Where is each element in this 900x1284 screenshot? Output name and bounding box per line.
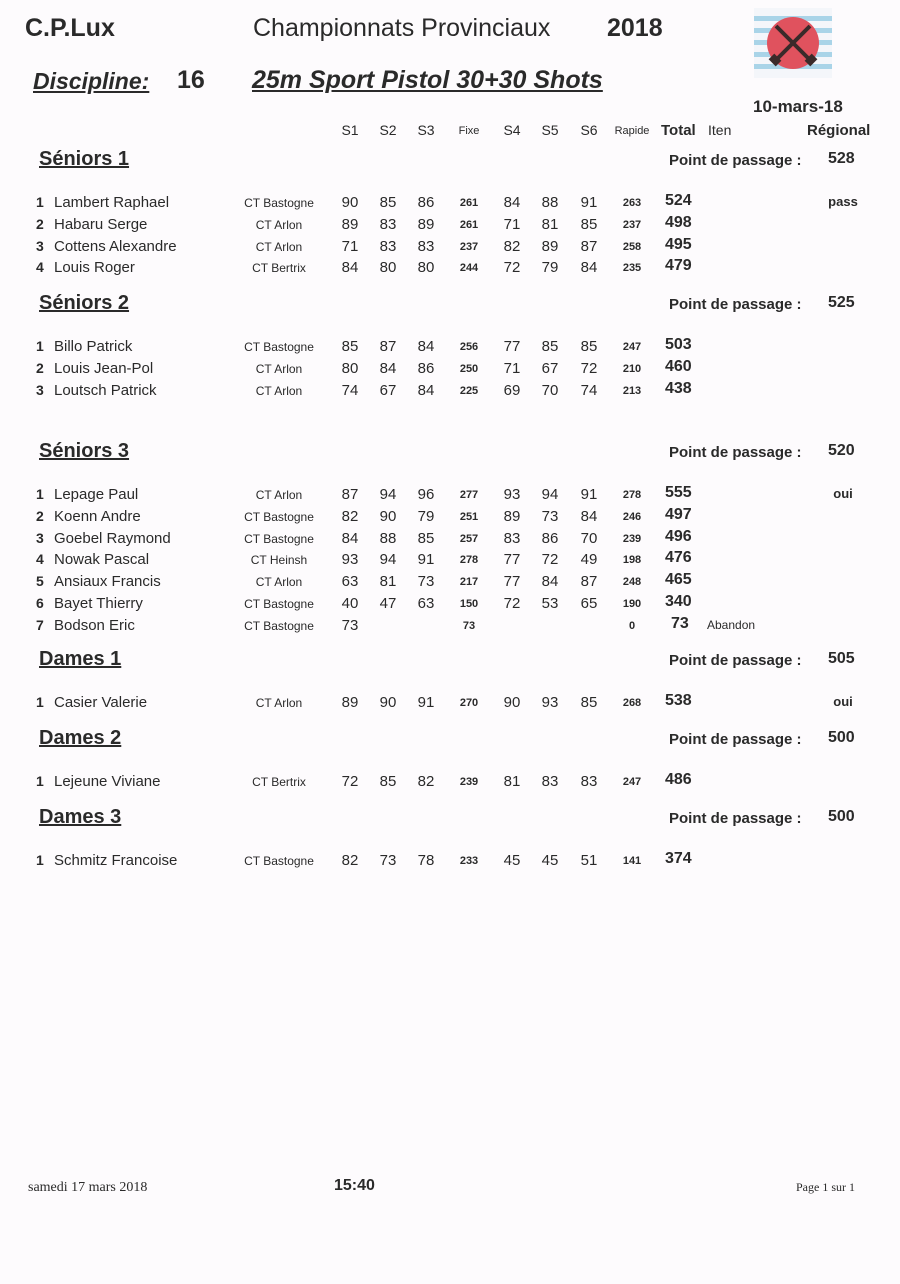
score-s2: 73 xyxy=(379,852,397,869)
total-score: 340 xyxy=(665,593,692,610)
category-title: Séniors 1 xyxy=(39,148,130,170)
score-s5: 53 xyxy=(541,595,559,612)
shooter-name: Bayet Thierry xyxy=(54,595,143,612)
col-s3: S3 xyxy=(417,122,435,138)
pass-mark-value: 528 xyxy=(828,150,855,167)
score-s4: 71 xyxy=(503,359,521,377)
rank-number: 2 xyxy=(36,507,44,524)
shooter-name: Louis Jean-Pol xyxy=(54,359,154,377)
score-s1: 84 xyxy=(341,529,359,547)
score-s2: 85 xyxy=(379,773,397,790)
score-s4: 93 xyxy=(503,486,521,503)
club-name: CT Arlon xyxy=(255,383,303,398)
score-s5: 73 xyxy=(541,507,559,525)
score-fixe: 251 xyxy=(459,510,479,523)
score-s1: 89 xyxy=(341,694,359,711)
score-s6: 49 xyxy=(580,551,598,569)
rank-number: 1 xyxy=(36,852,44,868)
score-s2: 94 xyxy=(379,486,397,503)
score-s1: 93 xyxy=(341,551,359,569)
score-s1: 82 xyxy=(341,852,359,869)
score-s2: 85 xyxy=(379,194,397,211)
competition-year: 2018 xyxy=(607,14,663,42)
result-row xyxy=(0,235,900,260)
result-row xyxy=(0,551,900,573)
shooter-name: Habaru Serge xyxy=(54,215,148,233)
score-s2: 81 xyxy=(379,573,397,591)
shooter-name: Lepage Paul xyxy=(54,486,139,503)
shooter-name: Nowak Pascal xyxy=(54,551,150,569)
pass-mark-label: Point de passage : xyxy=(669,810,802,827)
score-rapide: 141 xyxy=(622,855,642,867)
score-s1: 84 xyxy=(341,259,359,277)
score-s2: 90 xyxy=(379,694,397,711)
score-fixe: 217 xyxy=(459,576,479,589)
score-s2: 83 xyxy=(379,237,397,255)
rank-number: 2 xyxy=(36,359,44,376)
result-row xyxy=(0,486,900,508)
rank-number: 1 xyxy=(36,338,44,354)
total-score: 498 xyxy=(665,213,692,231)
score-s5: 85 xyxy=(541,338,559,355)
score-s6: 51 xyxy=(580,852,598,869)
pass-mark-label: Point de passage : xyxy=(669,152,802,169)
competition-title: Championnats Provinciaux xyxy=(253,14,551,42)
score-s4: 72 xyxy=(503,595,521,612)
score-s4: 84 xyxy=(503,194,521,211)
score-s4: 90 xyxy=(503,694,521,711)
discipline-label: Discipline: xyxy=(33,68,150,94)
score-fixe: 150 xyxy=(459,598,479,610)
rank-number: 3 xyxy=(36,529,44,546)
score-s6: 85 xyxy=(580,215,598,233)
score-s3: 73 xyxy=(417,573,435,591)
club-name: CT Arlon xyxy=(255,575,303,590)
score-fixe: 239 xyxy=(459,776,479,788)
score-s3: 85 xyxy=(417,529,435,547)
score-s2: 94 xyxy=(379,551,397,569)
shooter-name: Schmitz Francoise xyxy=(54,852,178,869)
total-score: 476 xyxy=(665,549,692,567)
col-s1: S1 xyxy=(341,122,359,138)
col-s2: S2 xyxy=(379,122,397,138)
score-s5: 72 xyxy=(541,551,559,569)
score-s5: 86 xyxy=(541,529,559,547)
shooter-name: Louis Roger xyxy=(54,259,135,277)
club-name: CT Bastogne xyxy=(244,854,314,868)
col-s6: S6 xyxy=(580,122,598,138)
score-s5: 88 xyxy=(541,194,559,211)
score-s3: 79 xyxy=(417,507,435,525)
score-s3: 91 xyxy=(417,694,435,711)
score-fixe: 250 xyxy=(459,362,479,375)
score-s6: 85 xyxy=(580,694,598,711)
score-rapide: 210 xyxy=(622,362,642,375)
rank-number: 4 xyxy=(36,551,44,568)
score-s1: 80 xyxy=(341,359,359,377)
score-rapide: 258 xyxy=(622,240,642,253)
score-fixe: 244 xyxy=(459,262,479,275)
club-name: CT Arlon xyxy=(255,696,303,710)
score-fixe: 237 xyxy=(459,240,479,253)
score-s5: 93 xyxy=(541,694,559,711)
score-rapide: 213 xyxy=(622,384,642,397)
shooter-name: Casier Valerie xyxy=(54,694,148,711)
rank-number: 7 xyxy=(36,616,44,633)
score-fixe: 277 xyxy=(459,489,479,501)
pass-mark-value: 500 xyxy=(828,808,855,825)
total-score: 555 xyxy=(665,484,692,501)
result-row xyxy=(0,852,900,874)
competition-date: 10-mars-18 xyxy=(753,97,843,116)
score-fixe: 278 xyxy=(459,554,479,567)
score-s3: 83 xyxy=(417,237,435,255)
col-iten: Iten xyxy=(708,122,732,138)
score-fixe: 73 xyxy=(462,619,476,632)
col-s5: S5 xyxy=(541,122,559,138)
total-score: 479 xyxy=(665,257,692,275)
total-score: 73 xyxy=(671,614,689,632)
score-s2: 88 xyxy=(379,529,397,547)
score-s3: 84 xyxy=(417,338,435,355)
rank-number: 1 xyxy=(36,194,44,210)
shooter-name: Loutsch Patrick xyxy=(54,381,157,399)
club-name: CT Bertrix xyxy=(252,261,306,276)
organization-name: C.P.Lux xyxy=(25,14,115,42)
club-name: CT Arlon xyxy=(255,239,303,254)
score-rapide: 248 xyxy=(622,576,642,589)
score-fixe: 257 xyxy=(459,532,479,545)
result-row xyxy=(0,259,900,281)
club-name: CT Bastogne xyxy=(244,196,314,210)
score-rapide: 239 xyxy=(622,532,642,545)
score-s1: 73 xyxy=(341,616,359,634)
score-s1: 72 xyxy=(341,773,359,790)
col-s4: S4 xyxy=(503,122,521,138)
category-title: Dames 2 xyxy=(39,727,122,749)
score-s2: 83 xyxy=(379,215,397,233)
rank-number: 4 xyxy=(36,259,44,276)
page-number: Page 1 sur 1 xyxy=(796,1180,855,1194)
score-s1: 90 xyxy=(341,194,359,211)
score-s2: 87 xyxy=(379,338,397,355)
score-s3: 80 xyxy=(417,259,435,277)
result-row xyxy=(0,213,900,238)
score-s4: 45 xyxy=(503,852,521,869)
score-s2: 47 xyxy=(379,595,397,612)
shooter-name: Cottens Alexandre xyxy=(54,237,177,255)
score-s4: 89 xyxy=(503,507,521,525)
score-s4: 77 xyxy=(503,573,521,591)
col-total: Total xyxy=(661,122,696,139)
total-score: 465 xyxy=(665,571,692,589)
rank-number: 1 xyxy=(36,486,44,502)
club-name: CT Bastogne xyxy=(244,509,314,524)
club-name: CT Arlon xyxy=(255,488,303,502)
club-name: CT Arlon xyxy=(255,361,303,376)
score-s6: 91 xyxy=(580,486,598,503)
score-s1: 40 xyxy=(341,595,359,612)
score-s4: 69 xyxy=(503,381,521,399)
rank-number: 3 xyxy=(36,237,44,254)
score-fixe: 233 xyxy=(459,855,479,867)
score-s5: 83 xyxy=(541,773,559,790)
score-s6: 74 xyxy=(580,381,598,399)
club-name: CT Bastogne xyxy=(244,531,314,546)
score-s6: 91 xyxy=(580,194,598,211)
result-row xyxy=(0,694,900,716)
score-s4: 72 xyxy=(503,259,521,277)
score-s3: 78 xyxy=(417,852,435,869)
score-s3: 86 xyxy=(417,359,435,377)
score-rapide: 237 xyxy=(622,218,642,231)
score-s4: 81 xyxy=(503,773,521,790)
score-s4: 77 xyxy=(503,338,521,355)
category-title: Séniors 2 xyxy=(39,292,130,314)
total-score: 486 xyxy=(665,771,692,788)
score-s5: 84 xyxy=(541,573,559,591)
pass-mark-label: Point de passage : xyxy=(669,444,802,461)
total-score: 438 xyxy=(665,379,692,397)
result-row xyxy=(0,338,900,360)
club-name: CT Bastogne xyxy=(244,597,314,611)
score-s5: 45 xyxy=(541,852,559,869)
score-s5: 81 xyxy=(541,215,559,233)
category-title: Dames 3 xyxy=(39,806,122,828)
rank-number: 5 xyxy=(36,573,44,590)
discipline-name: 25m Sport Pistol 30+30 Shots xyxy=(252,66,603,94)
rank-number: 1 xyxy=(36,694,44,710)
score-rapide: 198 xyxy=(622,554,642,567)
total-score: 503 xyxy=(665,336,692,353)
score-s2: 80 xyxy=(379,259,397,277)
score-s4: 83 xyxy=(503,529,521,547)
total-score: 495 xyxy=(665,235,692,253)
pass-mark-value: 520 xyxy=(828,442,855,459)
shooter-name: Goebel Raymond xyxy=(54,529,171,547)
shooter-name: Bodson Eric xyxy=(54,616,135,634)
score-s6: 87 xyxy=(580,237,598,255)
score-s3: 86 xyxy=(417,194,435,211)
score-rapide: 278 xyxy=(622,489,642,501)
score-s5: 67 xyxy=(541,359,559,377)
regional-remark: pass xyxy=(828,194,858,209)
score-s6: 83 xyxy=(580,773,598,790)
total-score: 496 xyxy=(665,527,692,545)
total-score: 538 xyxy=(665,692,692,709)
shooter-name: Ansiaux Francis xyxy=(54,573,161,591)
result-row xyxy=(0,194,900,216)
pass-mark-label: Point de passage : xyxy=(669,731,802,748)
shooter-name: Lejeune Viviane xyxy=(54,773,161,790)
score-s3: 82 xyxy=(417,773,435,790)
score-s2: 67 xyxy=(379,381,397,399)
result-row xyxy=(0,595,900,617)
score-s5: 94 xyxy=(541,486,559,503)
score-fixe: 270 xyxy=(459,697,479,709)
pass-mark-value: 500 xyxy=(828,729,855,746)
shooter-name: Billo Patrick xyxy=(54,338,133,355)
score-s4: 82 xyxy=(503,237,521,255)
col-regional: Régional xyxy=(807,122,871,139)
score-fixe: 225 xyxy=(459,384,479,397)
col-fixe: Fixe xyxy=(458,125,480,137)
club-name: CT Arlon xyxy=(255,217,303,232)
score-s6: 72 xyxy=(580,359,598,377)
result-row xyxy=(0,527,900,552)
print-date: samedi 17 mars 2018 xyxy=(28,1180,148,1195)
score-s1: 74 xyxy=(341,381,359,399)
category-title: Dames 1 xyxy=(39,648,122,670)
score-s4: 77 xyxy=(503,551,521,569)
score-rapide: 247 xyxy=(622,341,642,353)
score-s4: 71 xyxy=(503,215,521,233)
score-s5: 70 xyxy=(541,381,559,399)
pass-mark-value: 525 xyxy=(828,294,855,311)
total-score: 374 xyxy=(665,850,692,867)
score-s1: 63 xyxy=(341,573,359,591)
total-score: 524 xyxy=(665,192,692,209)
col-rapide: Rapide xyxy=(614,125,650,137)
score-s2: 84 xyxy=(379,359,397,377)
category-title: Séniors 3 xyxy=(39,440,130,462)
score-s1: 87 xyxy=(341,486,359,503)
status-note: Abandon xyxy=(707,617,756,632)
score-rapide: 246 xyxy=(622,510,642,523)
score-s6: 70 xyxy=(580,529,598,547)
pass-mark-label: Point de passage : xyxy=(669,296,802,313)
result-row xyxy=(0,614,900,639)
score-s3: 63 xyxy=(417,595,435,612)
rank-number: 6 xyxy=(36,595,44,611)
score-rapide: 0 xyxy=(628,619,636,632)
score-s1: 82 xyxy=(341,507,359,525)
score-s1: 71 xyxy=(341,237,359,255)
result-row xyxy=(0,357,900,382)
club-name: CT Bastogne xyxy=(244,618,314,633)
score-s5: 89 xyxy=(541,237,559,255)
score-s6: 85 xyxy=(580,338,598,355)
score-rapide: 235 xyxy=(622,262,642,275)
score-s3: 89 xyxy=(417,215,435,233)
score-fixe: 261 xyxy=(459,197,479,209)
score-s1: 85 xyxy=(341,338,359,355)
club-name: CT Bastogne xyxy=(244,340,314,354)
total-score: 497 xyxy=(665,505,692,523)
total-score: 460 xyxy=(665,357,692,375)
club-name: CT Bertrix xyxy=(252,775,306,789)
pass-mark-label: Point de passage : xyxy=(669,652,802,669)
pass-mark-value: 505 xyxy=(828,650,855,667)
shooter-name: Lambert Raphael xyxy=(54,194,170,211)
result-row xyxy=(0,773,900,795)
score-fixe: 261 xyxy=(459,218,479,231)
rank-number: 1 xyxy=(36,773,44,789)
score-s3: 96 xyxy=(417,486,435,503)
score-rapide: 268 xyxy=(622,697,642,709)
score-rapide: 263 xyxy=(622,197,642,209)
score-s3: 91 xyxy=(417,551,435,569)
result-row xyxy=(0,505,900,530)
score-fixe: 256 xyxy=(459,341,479,353)
regional-remark: oui xyxy=(833,694,853,709)
result-row xyxy=(0,573,900,595)
score-s1: 89 xyxy=(341,215,359,233)
score-s5: 79 xyxy=(541,259,559,277)
score-s6: 84 xyxy=(580,507,598,525)
score-rapide: 190 xyxy=(622,598,642,610)
club-name: CT Heinsh xyxy=(250,553,308,568)
rank-number: 3 xyxy=(36,381,44,398)
print-time: 15:40 xyxy=(334,1177,375,1194)
score-s2: 90 xyxy=(379,507,397,525)
shooter-name: Koenn Andre xyxy=(54,507,141,525)
crossed-pistols-target-icon xyxy=(754,8,832,78)
regional-remark: oui xyxy=(833,486,853,501)
score-rapide: 247 xyxy=(622,776,642,788)
result-row xyxy=(0,379,900,404)
score-s6: 65 xyxy=(580,595,598,612)
discipline-number: 16 xyxy=(177,66,205,94)
rank-number: 2 xyxy=(36,215,44,232)
score-s6: 87 xyxy=(580,573,598,591)
score-s6: 84 xyxy=(580,259,598,277)
score-s3: 84 xyxy=(417,381,435,399)
